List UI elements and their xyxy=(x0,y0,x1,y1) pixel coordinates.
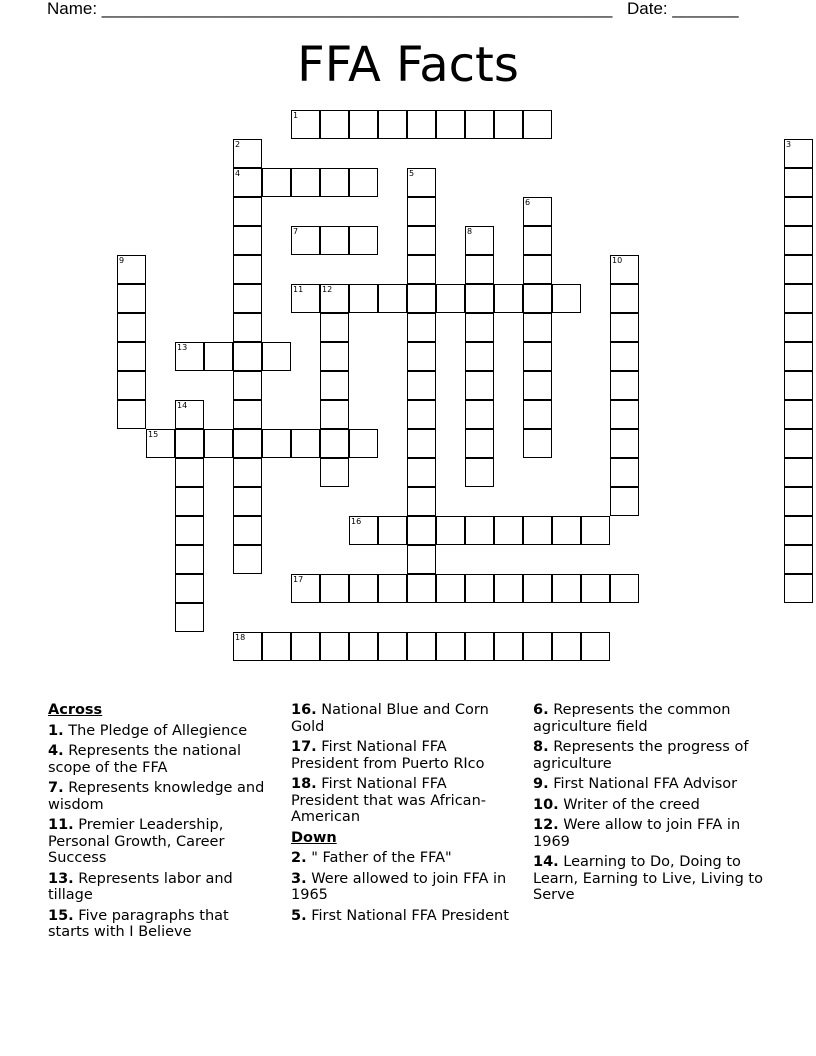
grid-cell[interactable] xyxy=(204,342,233,371)
grid-cell[interactable] xyxy=(175,603,204,632)
clue-number: 18 xyxy=(235,633,246,642)
grid-cell[interactable] xyxy=(784,516,813,545)
grid-cell[interactable] xyxy=(784,284,813,313)
date-field[interactable]: Date: _______ xyxy=(627,0,739,18)
clue-number: 17 xyxy=(293,575,304,584)
grid-cell[interactable] xyxy=(784,139,813,168)
grid-cell[interactable] xyxy=(784,487,813,516)
grid-cell[interactable] xyxy=(233,197,262,226)
grid-cell[interactable] xyxy=(349,574,378,603)
grid-cell[interactable] xyxy=(436,110,465,139)
clue-text: Writer of the creed xyxy=(558,796,700,813)
grid-cell[interactable] xyxy=(320,284,349,313)
grid-cell[interactable] xyxy=(610,487,639,516)
clue-num: 1. xyxy=(48,722,64,739)
page-title: FFA Facts xyxy=(297,37,519,93)
grid-cell[interactable] xyxy=(320,429,349,458)
grid-cell[interactable] xyxy=(465,400,494,429)
clue-number: 16 xyxy=(351,517,362,526)
grid-cell[interactable] xyxy=(523,255,552,284)
grid-cell[interactable] xyxy=(407,429,436,458)
grid-cell[interactable] xyxy=(610,371,639,400)
grid-cell[interactable] xyxy=(349,632,378,661)
clue-text: Represents the common agriculture field xyxy=(533,702,731,735)
clue-num: 18. xyxy=(291,776,317,792)
across-clue xyxy=(291,702,516,735)
grid-cell[interactable] xyxy=(610,342,639,371)
grid-cell[interactable] xyxy=(784,197,813,226)
clue-num: 15. xyxy=(48,907,74,924)
grid-cell[interactable] xyxy=(233,545,262,574)
grid-cell[interactable] xyxy=(784,342,813,371)
down-clue xyxy=(291,871,516,904)
grid-cell[interactable] xyxy=(523,429,552,458)
clue-text: Represents knowledge and wisdom xyxy=(48,780,265,813)
clue-number: 14 xyxy=(177,401,188,410)
across-clue xyxy=(291,776,516,826)
clue-number: 4 xyxy=(235,169,241,178)
grid-cell[interactable] xyxy=(610,284,639,313)
grid-cell[interactable] xyxy=(523,400,552,429)
grid-cell[interactable] xyxy=(465,110,494,139)
grid-cell[interactable] xyxy=(320,168,349,197)
grid-cell[interactable] xyxy=(175,458,204,487)
grid-cell[interactable] xyxy=(581,574,610,603)
clue-number: 9 xyxy=(119,256,125,265)
clue-num: 13. xyxy=(48,870,74,887)
clue-num: 10. xyxy=(533,796,559,813)
grid-cell[interactable] xyxy=(784,313,813,342)
grid-cell[interactable] xyxy=(233,487,262,516)
grid-cell[interactable] xyxy=(291,110,320,139)
grid-cell[interactable] xyxy=(436,632,465,661)
grid-cell[interactable] xyxy=(291,168,320,197)
grid-cell[interactable] xyxy=(117,313,146,342)
grid-cell[interactable] xyxy=(233,255,262,284)
grid-cell[interactable] xyxy=(465,516,494,545)
grid-cell[interactable] xyxy=(407,371,436,400)
grid-cell[interactable] xyxy=(784,400,813,429)
grid-cell[interactable] xyxy=(291,284,320,313)
grid-cell[interactable] xyxy=(117,371,146,400)
down-clue xyxy=(533,702,768,735)
grid-cell[interactable] xyxy=(349,226,378,255)
clue-text: Premier Leadership, Personal Growth, Career Success xyxy=(48,817,225,866)
grid-cell[interactable] xyxy=(784,255,813,284)
grid-cell[interactable] xyxy=(233,342,262,371)
grid-cell[interactable] xyxy=(117,255,146,284)
grid-cell[interactable] xyxy=(784,429,813,458)
across-clue xyxy=(48,743,273,776)
grid-cell[interactable] xyxy=(407,632,436,661)
grid-cell[interactable] xyxy=(407,197,436,226)
grid-cell[interactable] xyxy=(407,400,436,429)
grid-cell[interactable] xyxy=(233,400,262,429)
grid-cell[interactable] xyxy=(175,574,204,603)
clue-num: 16. xyxy=(291,702,317,718)
grid-cell[interactable] xyxy=(407,168,436,197)
grid-cell[interactable] xyxy=(552,632,581,661)
grid-cell[interactable] xyxy=(610,458,639,487)
grid-cell[interactable] xyxy=(262,632,291,661)
clue-num: 12. xyxy=(533,817,559,833)
grid-cell[interactable] xyxy=(291,574,320,603)
across-clue xyxy=(48,871,273,904)
down-clue xyxy=(533,797,768,814)
grid-cell[interactable] xyxy=(233,313,262,342)
grid-cell[interactable] xyxy=(320,632,349,661)
clue-text: First National FFA President xyxy=(306,907,509,924)
grid-cell[interactable] xyxy=(465,458,494,487)
grid-cell[interactable] xyxy=(610,574,639,603)
grid-cell[interactable] xyxy=(407,545,436,574)
grid-cell[interactable] xyxy=(610,429,639,458)
grid-cell[interactable] xyxy=(407,110,436,139)
clue-number: 5 xyxy=(409,169,415,178)
across-clue xyxy=(48,817,273,867)
clue-text: The Pledge of Allegience xyxy=(63,722,248,739)
grid-cell[interactable] xyxy=(320,226,349,255)
grid-cell[interactable] xyxy=(465,371,494,400)
grid-cell[interactable] xyxy=(436,574,465,603)
across-clue xyxy=(48,780,273,813)
grid-cell[interactable] xyxy=(320,371,349,400)
clue-column-2 xyxy=(291,702,516,928)
grid-cell[interactable] xyxy=(552,574,581,603)
grid-cell[interactable] xyxy=(465,632,494,661)
across-clue xyxy=(48,723,273,740)
clue-num: 2. xyxy=(291,850,307,866)
grid-cell[interactable] xyxy=(320,313,349,342)
grid-cell[interactable] xyxy=(349,516,378,545)
grid-cell[interactable] xyxy=(523,516,552,545)
grid-cell[interactable] xyxy=(407,487,436,516)
grid-cell[interactable] xyxy=(233,429,262,458)
grid-cell[interactable] xyxy=(262,168,291,197)
grid-cell[interactable] xyxy=(175,429,204,458)
clue-number: 13 xyxy=(177,343,188,352)
clue-num: 17. xyxy=(291,739,317,755)
clue-text: Were allow to join FFA in 1969 xyxy=(533,817,741,850)
grid-cell[interactable] xyxy=(436,284,465,313)
grid-cell[interactable] xyxy=(784,574,813,603)
grid-cell[interactable] xyxy=(610,255,639,284)
clue-number: 11 xyxy=(293,285,304,294)
clue-number: 3 xyxy=(786,140,792,149)
grid-cell[interactable] xyxy=(581,516,610,545)
clue-text: National Blue and Corn Gold xyxy=(291,702,489,735)
down-clue xyxy=(533,739,768,772)
grid-cell[interactable] xyxy=(436,516,465,545)
grid-cell[interactable] xyxy=(117,284,146,313)
clue-number: 6 xyxy=(525,198,531,207)
grid-cell[interactable] xyxy=(494,574,523,603)
clue-column-3 xyxy=(533,702,768,908)
grid-cell[interactable] xyxy=(465,284,494,313)
grid-cell[interactable] xyxy=(552,516,581,545)
grid-cell[interactable] xyxy=(320,574,349,603)
clue-text: Represents the progress of agriculture xyxy=(533,739,749,772)
clue-text: Represents labor and tillage xyxy=(48,870,233,903)
grid-cell[interactable] xyxy=(407,458,436,487)
grid-cell[interactable] xyxy=(407,284,436,313)
name-field[interactable]: Name: ______________________________________________________ xyxy=(47,0,613,18)
grid-cell[interactable] xyxy=(320,458,349,487)
grid-cell[interactable] xyxy=(523,226,552,255)
clue-num: 5. xyxy=(291,907,307,924)
grid-cell[interactable] xyxy=(233,139,262,168)
grid-cell[interactable] xyxy=(378,632,407,661)
grid-cell[interactable] xyxy=(407,226,436,255)
grid-cell[interactable] xyxy=(523,342,552,371)
grid-cell[interactable] xyxy=(175,342,204,371)
grid-cell[interactable] xyxy=(175,545,204,574)
down-clue xyxy=(291,850,516,867)
grid-cell[interactable] xyxy=(407,342,436,371)
clue-num: 3. xyxy=(291,870,307,887)
clue-num: 11. xyxy=(48,817,74,833)
grid-cell[interactable] xyxy=(378,574,407,603)
clue-number: 10 xyxy=(612,256,623,265)
grid-cell[interactable] xyxy=(175,516,204,545)
grid-cell[interactable] xyxy=(320,400,349,429)
grid-cell[interactable] xyxy=(784,545,813,574)
down-clue xyxy=(533,817,768,850)
clue-number: 15 xyxy=(148,430,159,439)
grid-cell[interactable] xyxy=(784,226,813,255)
clue-number: 7 xyxy=(293,227,299,236)
grid-cell[interactable] xyxy=(117,342,146,371)
grid-cell[interactable] xyxy=(233,226,262,255)
grid-cell[interactable] xyxy=(146,429,175,458)
clue-text: Represents the national scope of the FFA xyxy=(48,743,242,776)
clue-number: 12 xyxy=(322,285,333,294)
grid-cell[interactable] xyxy=(262,342,291,371)
grid-cell[interactable] xyxy=(117,400,146,429)
clue-text: Were allowed to join FFA in 1965 xyxy=(291,870,507,903)
across-clue xyxy=(291,739,516,772)
grid-cell[interactable] xyxy=(610,400,639,429)
grid-cell[interactable] xyxy=(349,429,378,458)
grid-cell[interactable] xyxy=(320,342,349,371)
clue-text: Five paragraphs that starts with I Believe xyxy=(48,907,229,940)
down-heading: Down xyxy=(291,829,337,846)
grid-cell[interactable] xyxy=(465,226,494,255)
grid-cell[interactable] xyxy=(465,313,494,342)
grid-cell[interactable] xyxy=(378,516,407,545)
grid-cell[interactable] xyxy=(378,110,407,139)
clue-num: 8. xyxy=(533,739,549,755)
grid-cell[interactable] xyxy=(581,632,610,661)
clue-num: 6. xyxy=(533,702,549,718)
down-clue xyxy=(533,854,768,904)
grid-cell[interactable] xyxy=(523,632,552,661)
grid-cell[interactable] xyxy=(233,632,262,661)
clue-number: 1 xyxy=(293,111,299,120)
grid-cell[interactable] xyxy=(349,168,378,197)
clue-column-1 xyxy=(48,702,273,945)
grid-cell[interactable] xyxy=(175,400,204,429)
grid-cell[interactable] xyxy=(784,458,813,487)
clue-num: 9. xyxy=(533,776,549,792)
grid-cell[interactable] xyxy=(204,429,233,458)
grid-cell[interactable] xyxy=(494,110,523,139)
grid-cell[interactable] xyxy=(523,197,552,226)
across-heading: Across xyxy=(48,702,103,718)
clue-text: " Father of the FFA" xyxy=(306,850,452,866)
grid-cell[interactable] xyxy=(291,429,320,458)
clue-text: First National FFA President from Puerto RIco xyxy=(291,739,485,772)
grid-cell[interactable] xyxy=(233,371,262,400)
grid-cell[interactable] xyxy=(407,255,436,284)
grid-cell[interactable] xyxy=(349,110,378,139)
grid-cell[interactable] xyxy=(262,429,291,458)
grid-cell[interactable] xyxy=(233,516,262,545)
clue-text: Learning to Do, Doing to Learn, Earning to Live, Living to Serve xyxy=(533,854,763,903)
grid-cell[interactable] xyxy=(465,574,494,603)
grid-cell[interactable] xyxy=(523,574,552,603)
grid-cell[interactable] xyxy=(407,516,436,545)
grid-cell[interactable] xyxy=(349,284,378,313)
across-clue xyxy=(48,908,273,941)
grid-cell[interactable] xyxy=(291,632,320,661)
grid-cell[interactable] xyxy=(610,313,639,342)
clue-num: 7. xyxy=(48,780,64,796)
down-clue xyxy=(533,776,768,793)
down-clue xyxy=(291,908,516,925)
grid-cell[interactable] xyxy=(784,371,813,400)
grid-cell[interactable] xyxy=(175,487,204,516)
grid-cell[interactable] xyxy=(494,632,523,661)
grid-cell[interactable] xyxy=(407,313,436,342)
grid-cell[interactable] xyxy=(378,284,407,313)
grid-cell[interactable] xyxy=(465,342,494,371)
grid-cell[interactable] xyxy=(291,226,320,255)
clue-num: 4. xyxy=(48,743,64,759)
grid-cell[interactable] xyxy=(465,429,494,458)
clue-number: 2 xyxy=(235,140,241,149)
grid-cell[interactable] xyxy=(465,255,494,284)
grid-cell[interactable] xyxy=(784,168,813,197)
grid-cell[interactable] xyxy=(233,168,262,197)
clue-number: 8 xyxy=(467,227,473,236)
grid-cell[interactable] xyxy=(233,284,262,313)
grid-cell[interactable] xyxy=(233,458,262,487)
grid-cell[interactable] xyxy=(523,371,552,400)
clue-text: First National FFA Advisor xyxy=(548,776,738,792)
clue-text: First National FFA President that was African-American xyxy=(291,776,486,825)
grid-cell[interactable] xyxy=(494,284,523,313)
grid-cell[interactable] xyxy=(523,284,552,313)
grid-cell[interactable] xyxy=(552,284,581,313)
grid-cell[interactable] xyxy=(523,110,552,139)
grid-cell[interactable] xyxy=(320,110,349,139)
grid-cell[interactable] xyxy=(407,574,436,603)
clue-num: 14. xyxy=(533,854,559,870)
grid-cell[interactable] xyxy=(494,516,523,545)
grid-cell[interactable] xyxy=(523,313,552,342)
